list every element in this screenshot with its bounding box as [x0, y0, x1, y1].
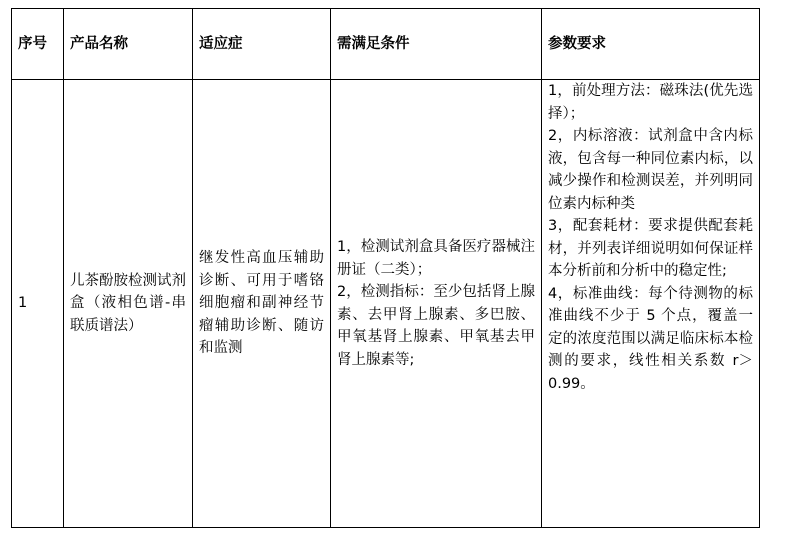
cell-indication: 继发性高血压辅助诊断、可用于嗜铬细胞瘤和副神经节瘤辅助诊断、随访和监测 [193, 80, 331, 528]
condition-item: 2，检测指标：至少包括肾上腺素、去甲肾上腺素、多巴胺、甲氧基肾上腺素、甲氧基去甲肾上腺素等; [337, 284, 535, 368]
header-product-name: 产品名称 [64, 9, 193, 80]
cell-parameters [542, 80, 760, 528]
parameter-item: 1，前处理方法：磁珠法(优先选择）； [548, 83, 753, 122]
cell-conditions [331, 80, 542, 528]
header-parameters: 参数要求 [542, 9, 760, 80]
cell-product-name: 儿茶酚胺检测试剂盒（液相色谱-串联质谱法） [64, 80, 193, 528]
table-header-row [12, 9, 760, 80]
cell-index: 1 [12, 80, 64, 528]
requirements-table [11, 8, 760, 528]
parameter-item: 3，配套耗材：要求提供配套耗材，并列表详细说明如何保证样本分析前和分析中的稳定性; [548, 218, 753, 279]
parameter-item: 2，内标溶液：试剂盒中含内标液，包含每一种同位素内标，以减少操作和检测误差，并列明同位素内标种类 [548, 128, 753, 212]
condition-item: 1，检测试剂盒具备医疗器械注册证（二类）； [337, 239, 535, 278]
parameter-item: 4，标准曲线：每个待测物的标准曲线不少于 5 个点，覆盖一定的浓度范围以满足临床标本检测的要求，线性相关系数 r＞0.99。 [548, 285, 753, 392]
header-conditions: 需满足条件 [331, 9, 542, 80]
table-row [12, 80, 760, 528]
header-indication: 适应症 [193, 9, 331, 80]
header-index: 序号 [12, 9, 64, 80]
